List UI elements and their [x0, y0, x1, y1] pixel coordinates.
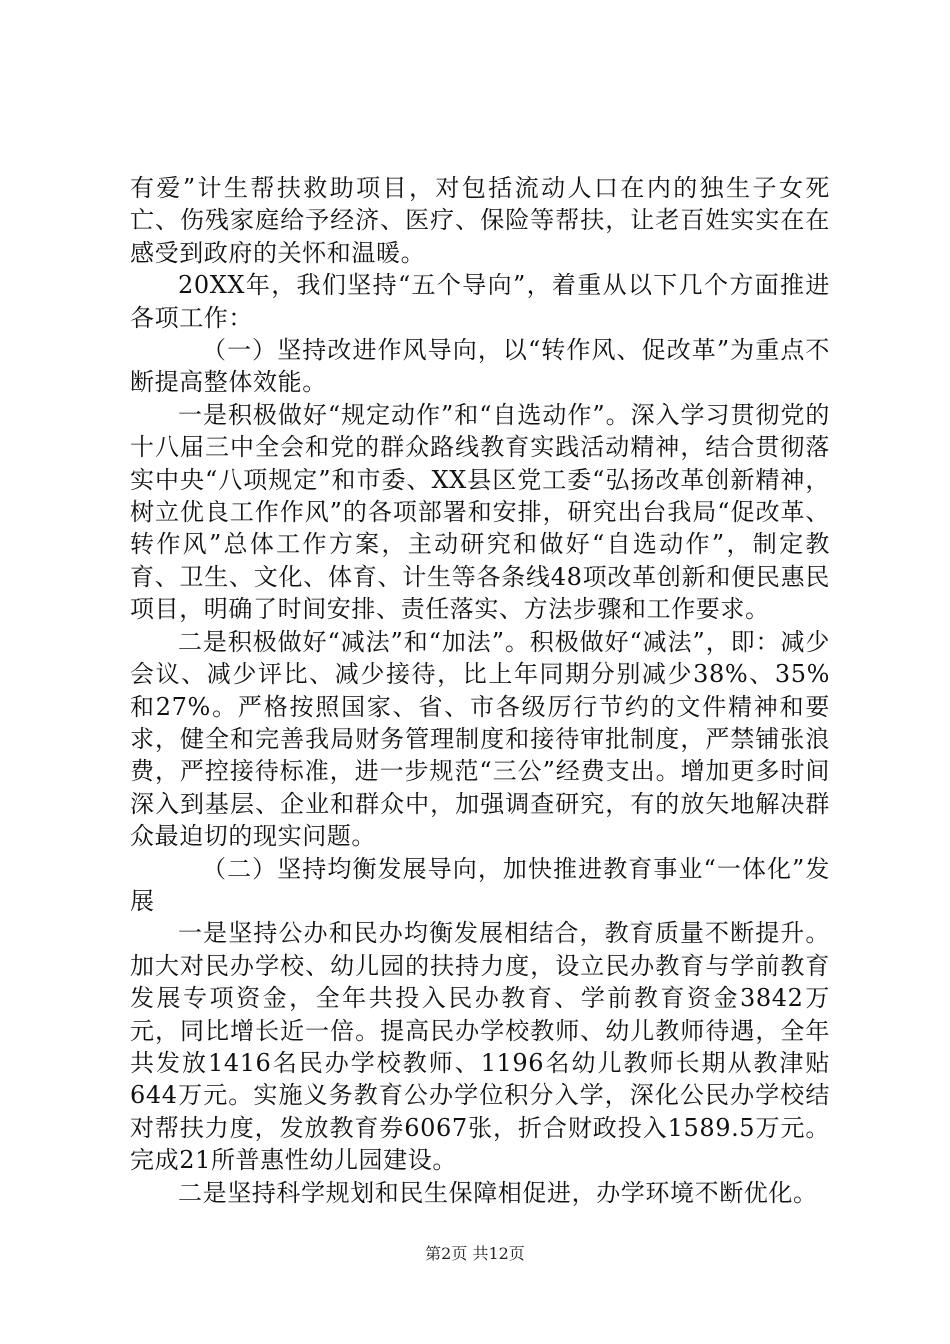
paragraph-item-2-2: 二是坚持科学规划和民生保障相促进，办学环境不断优化。 [178, 1178, 818, 1207]
paragraph-intro: 20XX年，我们坚持“五个导向”，着重从以下几个方面推进各项工作： [130, 271, 830, 332]
page-footer [0, 1244, 950, 1264]
paragraph-item-1-2: 二是积极做好“减法”和“加法”。积极做好“减法”，即：减少会议、减少评比、减少接待，比上年同期分别减少38%、35%和27%。严格按照国家、省、市各级厉行节约的文件精神和要求，健全和完善我局财务管理制度和接待审批制度，严禁铺张浪费，严控接待标准，进一步规范“三公”经费支出。增加更多时间深入到基层、企业和群众中，加强调查研究，有的放矢地解决群众最迫切的现实问题。 [130, 627, 830, 851]
paragraph-item-2-1: 一是坚持公办和民办均衡发展相结合，教育质量不断提升。加大对民办学校、幼儿园的扶持力度，设立民办教育与学前教育发展专项资金，全年共投入民办教育、学前教育资金3842万元，同比增长近一倍。提高民办学校教师、幼儿教师待遇，全年共发放1416名民办学校教师、1196名幼儿教师长期从教津贴644万元。实施义务教育公办学位积分入学，深化公民办学校结对帮扶力度，发放教育券6067张，折合财政投入1589.5万元。完成21所普惠性幼儿园建设。 [130, 919, 830, 1175]
section-heading-2: （二）坚持均衡发展导向，加快推进教育事业“一体化”发展 [130, 854, 830, 915]
page-number-label: 第2页 共12页 [425, 1244, 525, 1263]
document-body [130, 172, 830, 1209]
section-heading-1: （一）坚持改进作风导向，以“转作风、促改革”为重点不断提高整体效能。 [130, 336, 830, 397]
paragraph-item-1-1: 一是积极做好“规定动作”和“自选动作”。深入学习贯彻党的十八届三中全会和党的群众路线教育实践活动精神，结合贯彻落实中央“八项规定”和市委、XX县区党工委“弘扬改革创新精神，树立优良工作作风”的各项部署和安排，研究出台我局“促改革、转作风”总体工作方案，主动研究和做好“自选动作”，制定教育、卫生、文化、体育、计生等各条线48项改革创新和便民惠民项目，明确了时间安排、责任落实、方法步骤和工作要求。 [130, 400, 830, 624]
paragraph-continuation: 有爱”计生帮扶救助项目，对包括流动人口在内的独生子女死亡、伤残家庭给予经济、医疗、保险等帮扶，让老百姓实实在在感受到政府的关怀和温暖。 [130, 174, 830, 267]
